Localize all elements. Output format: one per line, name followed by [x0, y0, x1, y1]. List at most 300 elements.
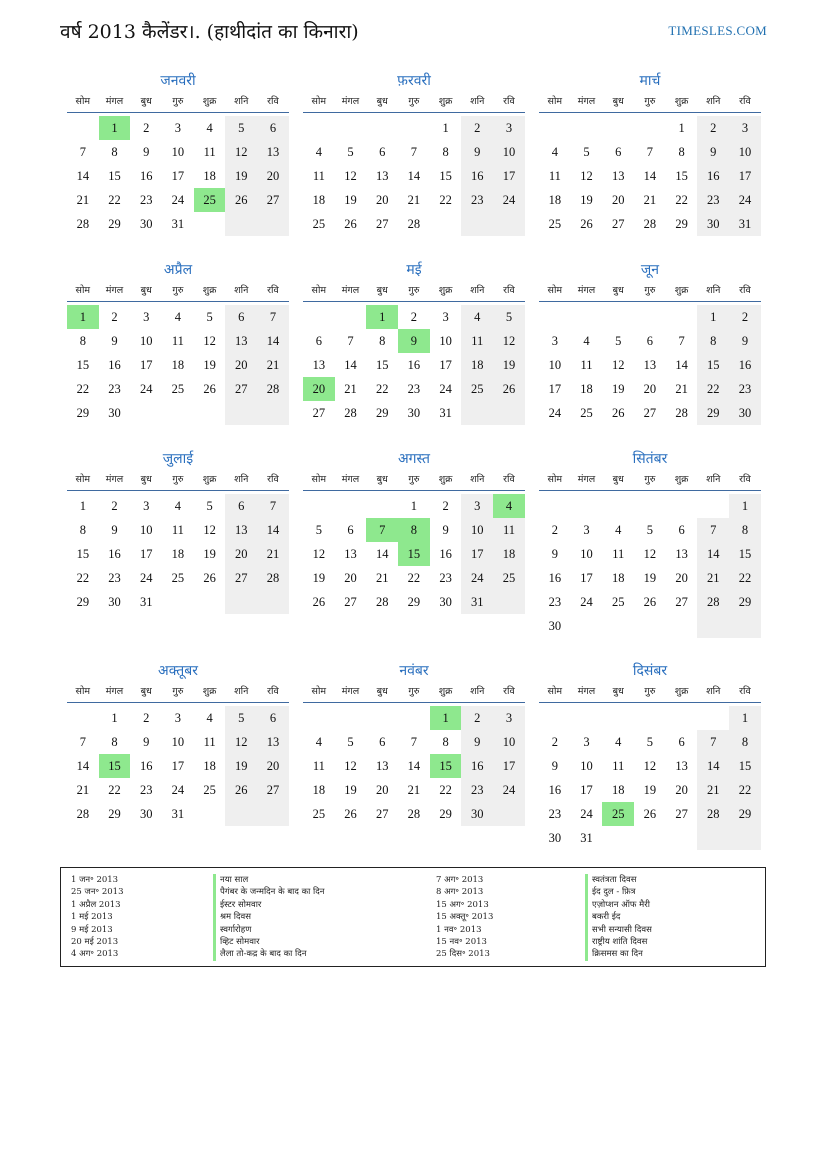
day-cell: 18 — [548, 193, 562, 207]
day-cell: 3 — [143, 310, 150, 324]
legend-names-col-2 — [585, 874, 652, 961]
day-cell: 22 — [108, 783, 121, 797]
weekday-label: शनि — [470, 96, 485, 107]
day-cell: 6 — [379, 735, 386, 749]
day-cell: 7 — [410, 145, 418, 159]
month-name: अगस्त — [397, 451, 430, 467]
day-cell: 30 — [439, 595, 452, 609]
empty-cell — [67, 706, 99, 730]
legend-holiday: ईद दुल - फ़ित्र — [585, 886, 652, 898]
day-cell: 18 — [171, 547, 185, 561]
day-cell: 25 — [312, 807, 326, 821]
legend-names-col-1 — [213, 874, 324, 961]
month-name: मई — [406, 262, 422, 278]
day-cell: 14 — [76, 169, 90, 183]
day-cell: 27 — [675, 807, 688, 821]
day-cell: 5 — [583, 145, 590, 159]
day-cell: 11 — [461, 329, 493, 353]
day-cell: 16 — [548, 571, 562, 585]
empty-cell — [335, 494, 367, 518]
day-cell: 1 — [79, 499, 86, 513]
day-cell: 6 — [257, 116, 289, 140]
day-cell: 30 — [697, 212, 729, 236]
day-cell: 14 — [344, 358, 357, 372]
day-cell: 4 — [206, 711, 213, 725]
day-cell: 1 — [729, 706, 761, 730]
weekday-label: सोम — [311, 474, 327, 485]
weekday-header — [67, 682, 289, 703]
day-cell: 13 — [225, 329, 257, 353]
empty-cell — [303, 116, 335, 140]
day-cell: 8 — [442, 735, 449, 749]
day-cell: 31 — [461, 590, 493, 614]
weekday-label: शुक्र — [202, 285, 217, 296]
day-cell: 6 — [678, 523, 685, 537]
day-cell: 14 — [675, 358, 688, 372]
day-cell: 16 — [407, 358, 421, 372]
weekday-label: मंगल — [577, 96, 596, 107]
weekday-label: रवि — [267, 285, 279, 296]
day-cell: 11 — [580, 358, 593, 372]
weekday-header — [539, 92, 761, 113]
day-cell: 29 — [675, 217, 688, 231]
day-cell: 14 — [643, 169, 657, 183]
day-cell: 9 — [697, 140, 729, 164]
empty-cell — [571, 706, 603, 730]
day-cell: 8 — [729, 730, 761, 754]
day-cell: 21 — [344, 382, 357, 396]
empty-cell — [398, 706, 430, 730]
empty-cell — [602, 305, 634, 329]
day-cell: 1 — [442, 121, 449, 135]
day-cell: 21 — [76, 193, 90, 207]
day-cell: 29 — [729, 802, 761, 826]
day-cell: 24 — [493, 188, 525, 212]
day-cell: 5 — [646, 523, 654, 537]
day-cell: 11 — [171, 523, 184, 537]
weekday-header — [67, 281, 289, 302]
day-cell: 7 — [697, 518, 729, 542]
empty-cell — [539, 494, 571, 518]
empty-cell — [461, 212, 493, 236]
weekday-label: सोम — [547, 474, 563, 485]
day-cell: 1 — [67, 305, 99, 329]
day-cell: 11 — [312, 169, 325, 183]
day-cell: 28 — [407, 807, 421, 821]
empty-cell — [162, 590, 194, 614]
day-cell: 16 — [108, 547, 121, 561]
day-cell: 1 — [410, 499, 418, 513]
empty-cell — [430, 212, 462, 236]
empty-cell — [194, 802, 226, 826]
day-cell: 26 — [225, 778, 257, 802]
day-cell: 12 — [643, 547, 657, 561]
empty-cell — [335, 116, 367, 140]
month-1 — [67, 70, 289, 236]
day-cell: 20 — [375, 783, 389, 797]
day-cell: 22 — [375, 382, 389, 396]
day-cell: 16 — [461, 754, 493, 778]
weekday-label: गुरु — [172, 686, 184, 697]
empty-cell — [257, 590, 289, 614]
legend-holiday: लैला तो-कद्र के बाद का दिन — [213, 948, 324, 960]
day-cell: 21 — [407, 783, 421, 797]
empty-cell — [539, 116, 571, 140]
day-cell: 13 — [375, 759, 389, 773]
weekday-label: मंगल — [341, 474, 360, 485]
weekday-label: बुध — [612, 285, 624, 296]
day-cell: 28 — [407, 217, 421, 231]
weekday-label: बुध — [140, 96, 152, 107]
day-cell: 22 — [439, 783, 452, 797]
day-cell: 15 — [375, 358, 389, 372]
legend-holiday: श्रम दिवस — [213, 911, 324, 923]
day-cell: 18 — [611, 783, 625, 797]
day-cell: 23 — [729, 377, 761, 401]
weekday-label: रवि — [267, 474, 279, 485]
empty-cell — [194, 401, 226, 425]
day-cell: 17 — [439, 358, 452, 372]
month-name: जनवरी — [160, 73, 196, 89]
empty-cell — [697, 826, 729, 850]
day-cell: 5 — [206, 310, 213, 324]
day-cell: 23 — [461, 778, 493, 802]
day-cell: 3 — [551, 334, 558, 348]
weekday-header — [539, 682, 761, 703]
month-9 — [539, 448, 761, 638]
weekday-label: गुरु — [644, 686, 656, 697]
day-cell: 25 — [203, 783, 216, 797]
weekday-label: सोम — [547, 686, 563, 697]
day-cell: 8 — [442, 145, 449, 159]
day-cell: 13 — [643, 358, 657, 372]
day-cell: 14 — [697, 754, 729, 778]
day-cell: 15 — [675, 169, 688, 183]
day-grid — [67, 116, 289, 236]
day-cell: 6 — [225, 305, 257, 329]
empty-cell — [634, 614, 666, 638]
day-cell: 28 — [257, 566, 289, 590]
legend-date: 1 अप्रैल 2013 — [71, 899, 121, 910]
weekday-label: शनि — [470, 474, 485, 485]
day-cell: 15 — [439, 169, 452, 183]
day-cell: 7 — [257, 305, 289, 329]
day-cell: 31 — [580, 831, 593, 845]
day-cell: 29 — [375, 406, 389, 420]
day-cell: 17 — [729, 164, 761, 188]
day-cell: 3 — [174, 711, 182, 725]
day-cell: 10 — [171, 145, 185, 159]
day-cell: 6 — [257, 706, 289, 730]
weekday-label: मंगल — [577, 285, 596, 296]
day-cell: 5 — [225, 116, 257, 140]
legend-date: 1 जन॰ 2013 — [71, 875, 119, 885]
day-cell: 10 — [548, 358, 562, 372]
day-cell: 31 — [729, 212, 761, 236]
weekday-label: शनि — [234, 285, 249, 296]
day-cell: 10 — [580, 759, 593, 773]
weekday-label: शुक्र — [674, 285, 689, 296]
day-cell: 24 — [171, 783, 185, 797]
legend-date: 4 अग॰ 2013 — [71, 949, 119, 960]
day-cell: 14 — [697, 542, 729, 566]
legend-holiday: स्वर्गारोहण — [213, 924, 324, 936]
day-cell: 21 — [407, 193, 421, 207]
day-cell: 20 — [675, 783, 688, 797]
weekday-label: शनि — [706, 96, 721, 107]
day-cell: 8 — [697, 329, 729, 353]
day-cell: 1 — [111, 711, 118, 725]
day-cell: 20 — [375, 193, 389, 207]
legend-date: 20 मई 2013 — [71, 936, 119, 947]
empty-cell — [729, 614, 761, 638]
empty-cell — [602, 116, 634, 140]
day-cell: 4 — [174, 499, 182, 513]
day-cell: 26 — [312, 595, 326, 609]
empty-cell — [666, 494, 698, 518]
day-cell: 18 — [203, 759, 216, 773]
day-cell: 29 — [108, 217, 121, 231]
day-cell: 17 — [171, 759, 185, 773]
weekday-label: मंगल — [105, 474, 124, 485]
empty-cell — [225, 212, 257, 236]
day-cell: 16 — [729, 353, 761, 377]
weekday-label: सोम — [547, 96, 563, 107]
empty-cell — [366, 494, 398, 518]
day-cell: 8 — [111, 735, 118, 749]
day-cell: 17 — [139, 547, 153, 561]
day-cell: 28 — [344, 406, 357, 420]
day-cell: 15 — [76, 547, 90, 561]
day-cell: 4 — [461, 305, 493, 329]
day-cell: 6 — [315, 334, 322, 348]
legend-date: 25 जन॰ 2013 — [71, 887, 124, 898]
day-cell: 18 — [171, 358, 185, 372]
day-cell: 25 — [171, 382, 185, 396]
day-cell: 9 — [111, 523, 118, 537]
day-cell: 2 — [729, 305, 761, 329]
empty-cell — [493, 212, 525, 236]
day-cell: 12 — [580, 169, 593, 183]
day-cell: 15 — [99, 754, 131, 778]
day-cell: 16 — [108, 358, 121, 372]
day-grid — [539, 116, 761, 236]
day-cell: 22 — [675, 193, 688, 207]
day-cell: 31 — [439, 406, 452, 420]
legend-holiday: पैगंबर के जन्मदिन के बाद का दिन — [213, 886, 324, 898]
weekday-label: सोम — [311, 96, 327, 107]
day-cell: 3 — [583, 735, 590, 749]
day-cell: 7 — [79, 735, 86, 749]
weekday-label: बुध — [140, 686, 152, 697]
day-cell: 26 — [611, 406, 625, 420]
weekday-label: रवि — [739, 686, 751, 697]
day-cell: 25 — [312, 217, 326, 231]
weekday-label: शनि — [234, 686, 249, 697]
weekday-label: गुरु — [408, 96, 420, 107]
day-cell: 21 — [697, 566, 729, 590]
weekday-label: मंगल — [577, 474, 596, 485]
weekday-header — [303, 281, 525, 302]
weekday-label: मंगल — [105, 96, 124, 107]
site-link[interactable]: TIMESLES.COM — [668, 23, 767, 38]
day-cell: 8 — [398, 518, 430, 542]
empty-cell — [130, 401, 162, 425]
empty-cell — [666, 706, 698, 730]
day-cell: 23 — [697, 188, 729, 212]
day-cell: 9 — [461, 730, 493, 754]
day-cell: 22 — [76, 382, 90, 396]
day-cell: 20 — [225, 542, 257, 566]
day-cell: 1 — [697, 305, 729, 329]
day-cell: 22 — [439, 193, 452, 207]
day-cell: 9 — [461, 140, 493, 164]
day-cell: 22 — [697, 377, 729, 401]
month-4 — [67, 259, 289, 425]
day-cell: 27 — [344, 595, 357, 609]
weekday-header — [303, 470, 525, 491]
day-cell: 10 — [493, 140, 525, 164]
day-cell: 21 — [76, 783, 90, 797]
day-cell: 18 — [461, 353, 493, 377]
day-cell: 3 — [461, 494, 493, 518]
empty-cell — [602, 614, 634, 638]
day-cell: 4 — [315, 735, 322, 749]
day-cell: 27 — [643, 406, 657, 420]
day-cell: 5 — [646, 735, 654, 749]
day-cell: 24 — [171, 193, 185, 207]
day-cell: 8 — [678, 145, 685, 159]
day-cell: 17 — [493, 754, 525, 778]
day-cell: 13 — [611, 169, 625, 183]
day-cell: 11 — [612, 547, 625, 561]
weekday-label: सोम — [75, 285, 91, 296]
month-name: अप्रैल — [163, 262, 193, 278]
weekday-label: शुक्र — [202, 96, 217, 107]
weekday-label: रवि — [739, 285, 751, 296]
day-cell: 4 — [206, 121, 213, 135]
day-cell: 26 — [493, 377, 525, 401]
day-cell: 19 — [643, 783, 657, 797]
empty-cell — [303, 706, 335, 730]
day-cell: 3 — [143, 499, 150, 513]
weekday-label: सोम — [547, 285, 563, 296]
empty-cell — [571, 305, 603, 329]
day-cell: 10 — [171, 735, 185, 749]
day-cell: 29 — [729, 590, 761, 614]
legend-date: 1 मई 2013 — [71, 912, 113, 923]
empty-cell — [225, 802, 257, 826]
day-cell: 1 — [99, 116, 131, 140]
day-cell: 29 — [76, 406, 90, 420]
day-cell: 28 — [257, 377, 289, 401]
day-cell: 23 — [407, 382, 421, 396]
empty-cell — [602, 706, 634, 730]
day-cell: 19 — [344, 193, 357, 207]
day-cell: 1 — [678, 121, 685, 135]
day-cell: 4 — [615, 735, 622, 749]
day-cell: 7 — [347, 334, 354, 348]
day-cell: 17 — [139, 358, 153, 372]
day-cell: 24 — [139, 571, 153, 585]
weekday-label: शनि — [706, 474, 721, 485]
empty-cell — [634, 494, 666, 518]
day-cell: 22 — [76, 571, 90, 585]
day-cell: 16 — [139, 759, 153, 773]
day-cell: 21 — [697, 778, 729, 802]
empty-cell — [67, 116, 99, 140]
day-cell: 23 — [108, 382, 121, 396]
legend-holiday: राष्ट्रीय शांति दिवस — [585, 936, 652, 948]
empty-cell — [257, 802, 289, 826]
empty-cell — [666, 614, 698, 638]
day-cell: 6 — [646, 334, 654, 348]
day-cell: 3 — [174, 121, 182, 135]
day-cell: 5 — [225, 706, 257, 730]
day-cell: 25 — [493, 566, 525, 590]
day-cell: 20 — [611, 193, 625, 207]
day-cell: 14 — [407, 759, 421, 773]
weekday-label: रवि — [503, 474, 515, 485]
day-cell: 5 — [615, 334, 622, 348]
day-cell: 26 — [225, 188, 257, 212]
weekday-label: सोम — [75, 96, 91, 107]
day-cell: 30 — [139, 807, 153, 821]
day-cell: 25 — [580, 406, 593, 420]
day-cell: 7 — [410, 735, 418, 749]
weekday-header — [67, 92, 289, 113]
day-cell: 11 — [493, 518, 525, 542]
day-cell: 6 — [615, 145, 622, 159]
day-cell: 28 — [697, 802, 729, 826]
weekday-label: रवि — [503, 285, 515, 296]
day-cell: 15 — [729, 754, 761, 778]
weekday-label: बुध — [376, 474, 388, 485]
day-cell: 20 — [225, 353, 257, 377]
legend-dates-col-2 — [436, 874, 493, 961]
day-cell: 5 — [347, 735, 354, 749]
day-cell: 27 — [225, 566, 257, 590]
day-cell: 16 — [697, 164, 729, 188]
day-cell: 5 — [347, 145, 354, 159]
weekday-label: गुरु — [408, 285, 420, 296]
empty-cell — [335, 305, 367, 329]
day-cell: 5 — [206, 499, 213, 513]
day-cell: 23 — [139, 783, 153, 797]
day-cell: 12 — [493, 329, 525, 353]
empty-cell — [461, 401, 493, 425]
holiday-legend — [60, 867, 766, 967]
day-cell: 2 — [461, 116, 493, 140]
day-cell: 19 — [203, 358, 216, 372]
day-cell: 8 — [111, 145, 118, 159]
empty-cell — [335, 706, 367, 730]
weekday-label: गुरु — [408, 474, 420, 485]
empty-cell — [634, 826, 666, 850]
day-cell: 27 — [312, 406, 326, 420]
day-cell: 28 — [76, 807, 90, 821]
day-grid — [539, 305, 761, 425]
month-name: अक्तूबर — [158, 663, 198, 679]
weekday-label: शुक्र — [202, 474, 217, 485]
month-2 — [303, 70, 525, 236]
day-cell: 12 — [643, 759, 657, 773]
day-cell: 9 — [551, 547, 558, 561]
day-cell: 29 — [439, 807, 452, 821]
weekday-label: रवि — [503, 96, 515, 107]
empty-cell — [602, 826, 634, 850]
day-cell: 30 — [461, 802, 493, 826]
